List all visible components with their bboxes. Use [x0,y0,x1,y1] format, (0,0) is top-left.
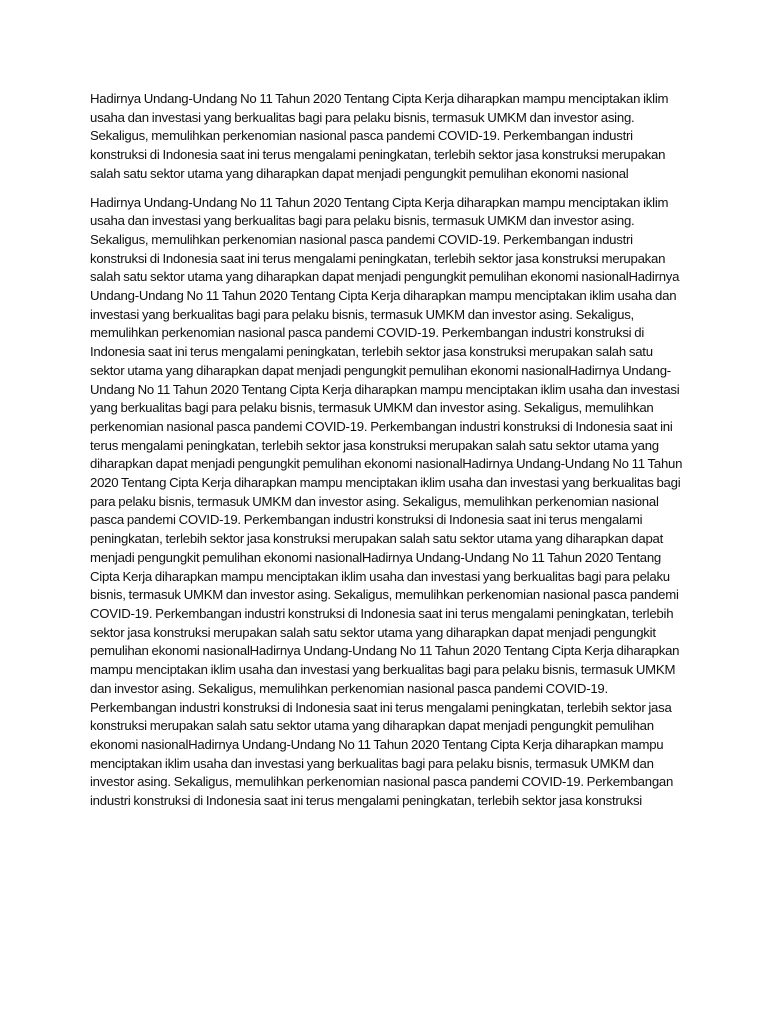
paragraph-1: Hadirnya Undang-Undang No 11 Tahun 2020 Tentang Cipta Kerja diharapkan mampu menciptakan iklim usaha dan investasi yang berkualitas bagi para pelaku bisnis, termasuk UMKM dan investor asing. Sekaligus, memulihkan perkenomian nasional pasca pandemi COVID-19. Perkembangan industri konstruksi di Indonesia saat ini terus mengalami peningkatan, terlebih sektor jasa konstruksi merupakan salah satu sektor utama yang diharapkan dapat menjadi pengungkit pemulihan ekonomi nasional [90,91,669,181]
paragraph-2: Hadirnya Undang-Undang No 11 Tahun 2020 Tentang Cipta Kerja diharapkan mampu menciptakan iklim usaha dan investasi yang berkualitas bagi para pelaku bisnis, termasuk UMKM dan investor asing. Sekaligus, memulihkan perkenomian nasional pasca pandemi COVID-19. Perkembangan industri konstruksi di Indonesia saat ini terus mengalami peningkatan, terlebih sektor jasa konstruksi merupakan salah satu sektor utama yang diharapkan dapat menjadi pengungkit pemulihan ekonomi nasionalHadirnya Undang-Undang No 11 Tahun 2020 Tentang Cipta Kerja diharapkan mampu menciptakan iklim usaha dan investasi yang berkualitas bagi para pelaku bisnis, termasuk UMKM dan investor asing. Sekaligus, memulihkan perkenomian nasional pasca pandemi COVID-19. Perkembangan industri konstruksi di Indonesia saat ini terus mengalami peningkatan, terlebih sektor jasa konstruksi merupakan salah satu sektor utama yang diharapkan dapat menjadi pengungkit pemulihan ekonomi nasionalHadirnya Undang-Undang No 11 Tahun 2020 Tentang Cipta Kerja diharapkan mampu menciptakan iklim usaha dan investasi yang berkualitas bagi para pelaku bisnis, termasuk UMKM dan investor asing. Sekaligus, memulihkan perkenomian nasional pasca pandemi COVID-19. Perkembangan industri konstruksi di Indonesia saat ini terus mengalami peningkatan, terlebih sektor jasa konstruksi merupakan salah satu sektor utama yang diharapkan dapat menjadi pengungkit pemulihan ekonomi nasionalHadirnya Undang-Undang No 11 Tahun 2020 Tentang Cipta Kerja diharapkan mampu menciptakan iklim usaha dan investasi yang berkualitas bagi para pelaku bisnis, termasuk UMKM dan investor asing. Sekaligus, memulihkan perkenomian nasional pasca pandemi COVID-19. Perkembangan industri konstruksi di Indonesia saat ini terus mengalami peningkatan, terlebih sektor jasa konstruksi merupakan salah satu sektor utama yang diharapkan dapat menjadi pengungkit pemulihan ekonomi nasionalHadirnya Undang-Undang No 11 Tahun 2020 Tentang Cipta Kerja diharapkan mampu menciptakan iklim usaha dan investasi yang berkualitas bagi para pelaku bisnis, termasuk UMKM dan investor asing. Sekaligus, memulihkan perkenomian nasional pasca pandemi COVID-19. Perkembangan industri konstruksi di Indonesia saat ini terus mengalami peningkatan, terlebih sektor jasa konstruksi merupakan salah satu sektor utama yang diharapkan dapat menjadi pengungkit pemulihan ekonomi nasionalHadirnya Undang-Undang No 11 Tahun 2020 Tentang Cipta Kerja diharapkan mampu menciptakan iklim usaha dan investasi yang berkualitas bagi para pelaku bisnis, termasuk UMKM dan investor asing. Sekaligus, memulihkan perkenomian nasional pasca pandemi COVID-19. Perkembangan industri konstruksi di Indonesia saat ini terus mengalami peningkatan, terlebih sektor jasa konstruksi merupakan salah satu sektor utama yang diharapkan dapat menjadi pengungkit pemulihan ekonomi nasionalHadirnya Undang-Undang No 11 Tahun 2020 Tentang Cipta Kerja diharapkan mampu menciptakan iklim usaha dan investasi yang berkualitas bagi para pelaku bisnis, termasuk UMKM dan investor asing. Sekaligus, memulihkan perkenomian nasional pasca pandemi COVID-19. Perkembangan industri konstruksi di Indonesia saat ini terus mengalami peningkatan, terlebih sektor jasa konstruksi [90,194,683,809]
document-page [90,90,690,1034]
